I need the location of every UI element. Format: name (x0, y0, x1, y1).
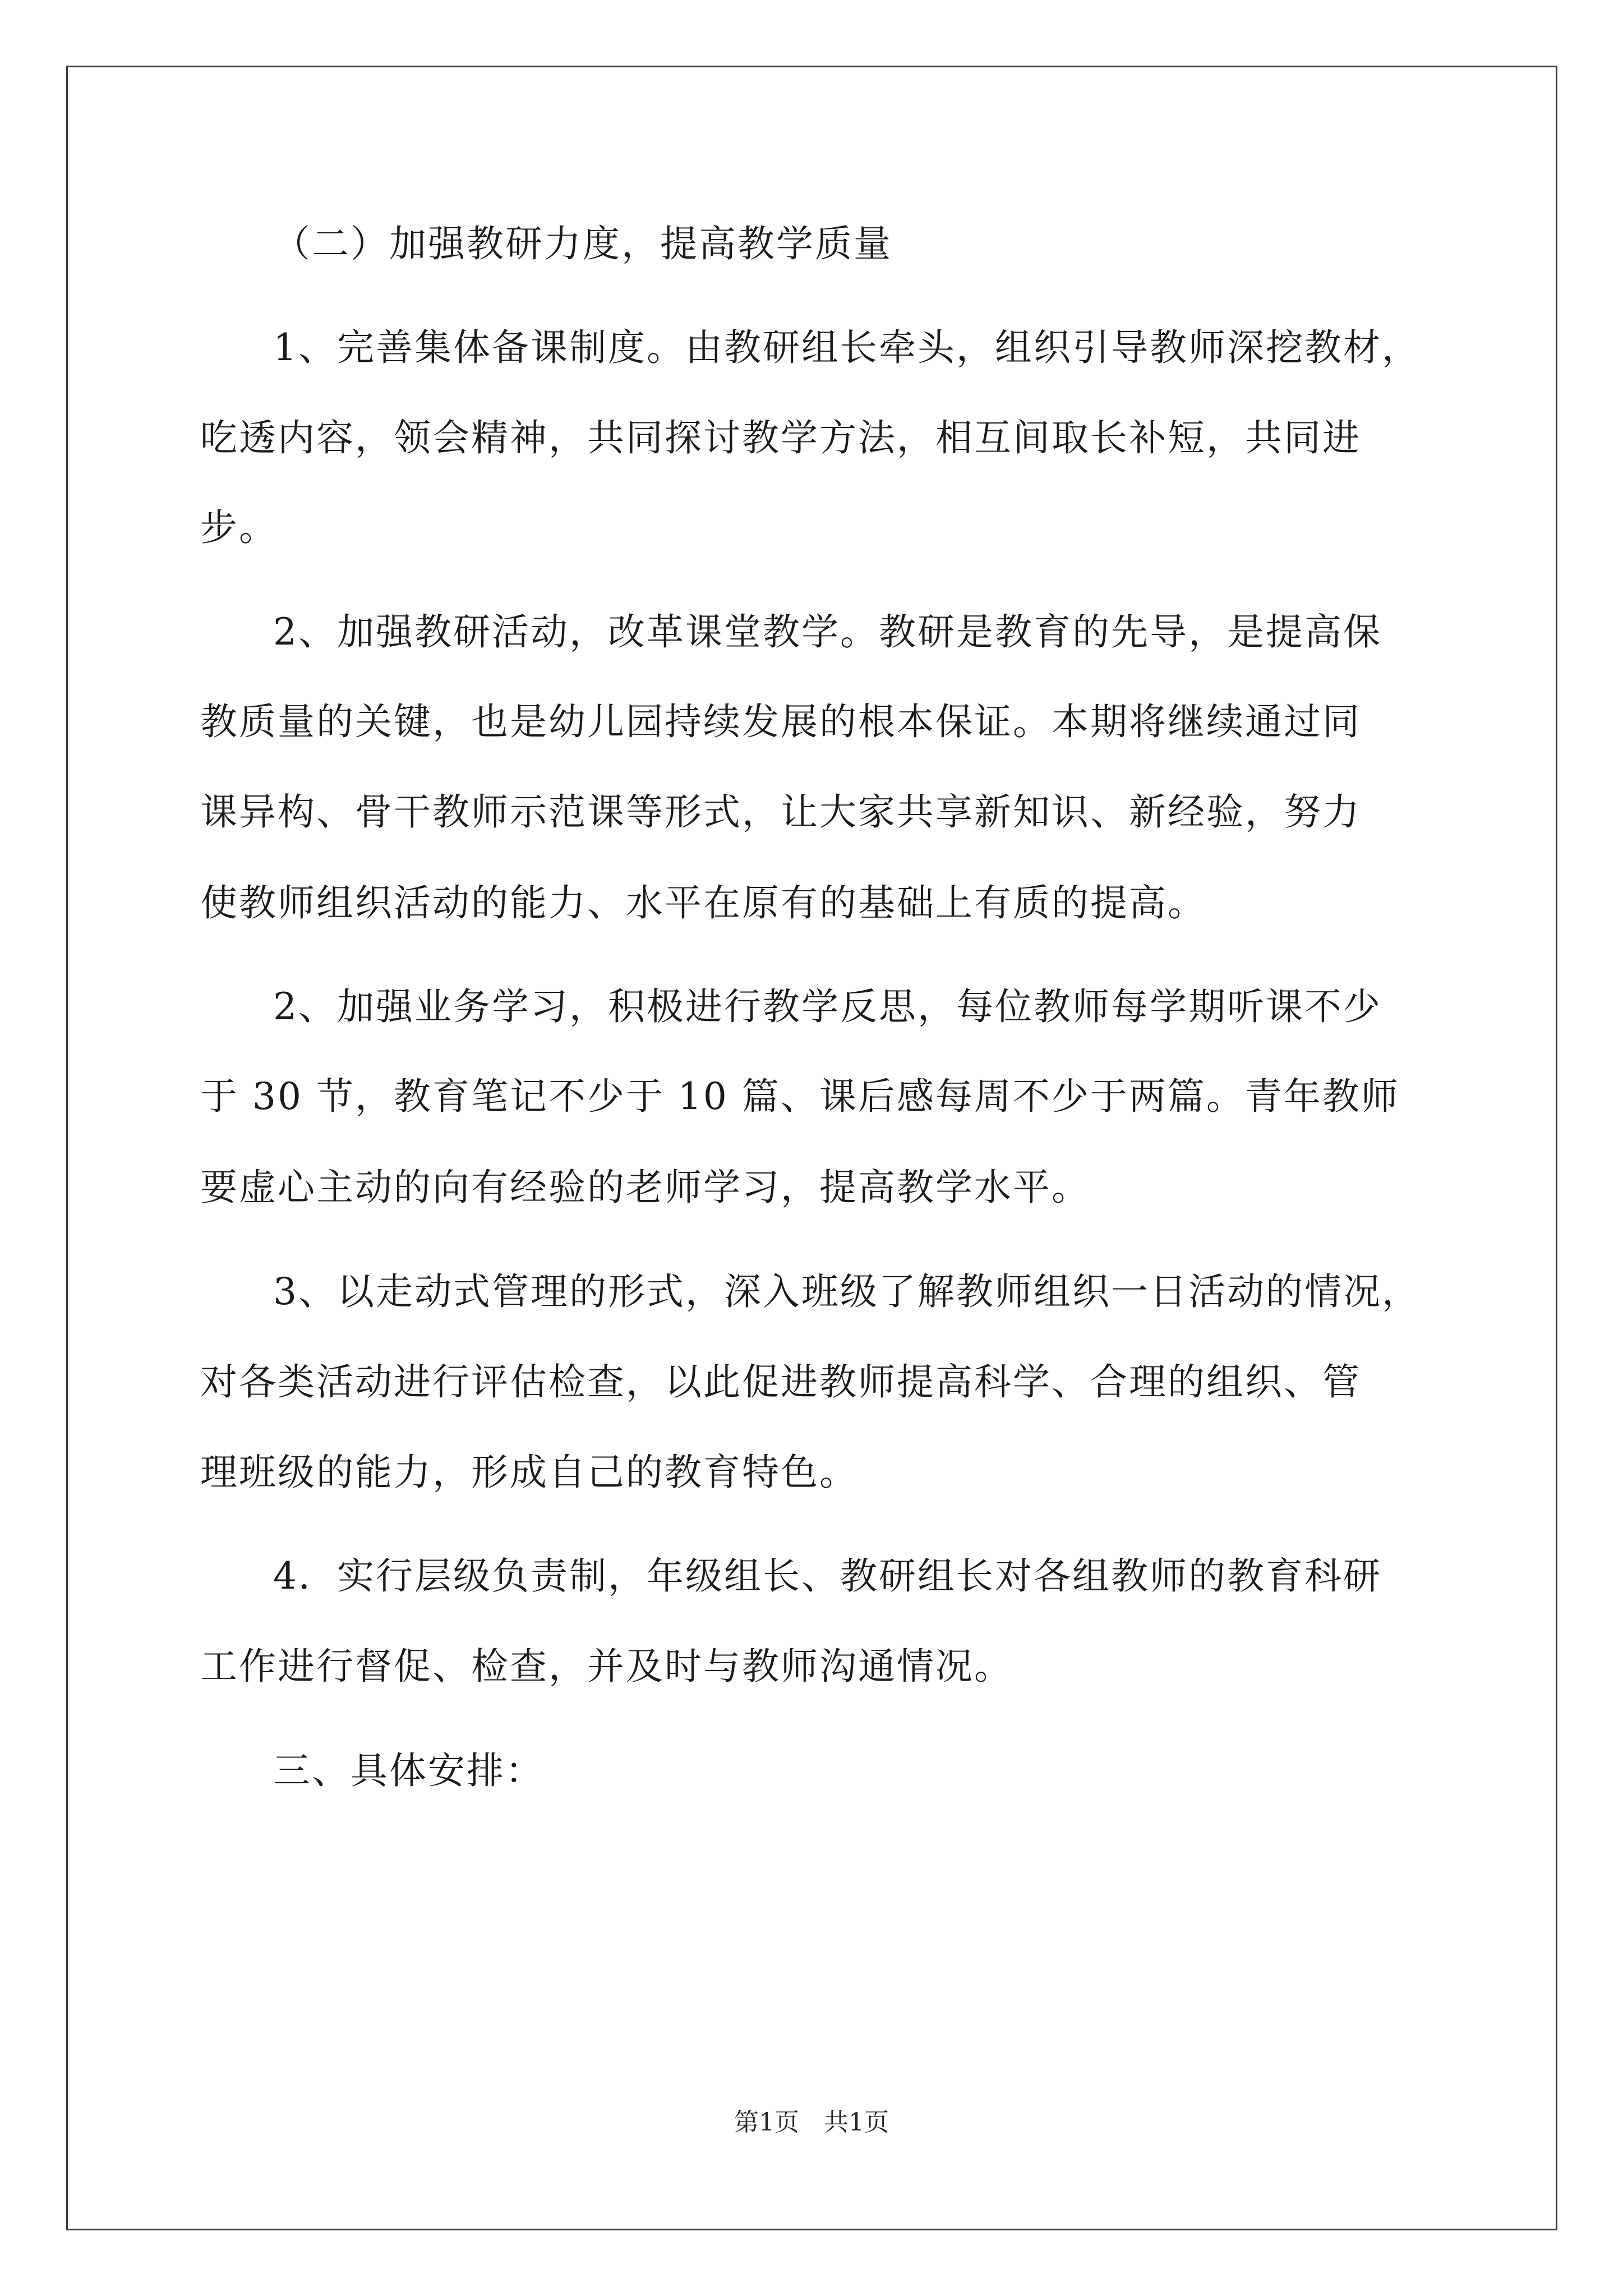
paragraph-line: 理班级的能力，形成自己的教育特色。 (200, 1451, 858, 1494)
paragraph-line: 工作进行督促、检查，并及时与教师沟通情况。 (200, 1645, 1013, 1688)
paragraph-line: 要虚心主动的向有经验的老师学习，提高教学水平。 (200, 1166, 1090, 1209)
paragraph-line: 步。 (200, 506, 278, 549)
section-heading: 三、具体安排： (273, 1749, 544, 1792)
paragraph-line: 于 30 节，教育笔记不少于 10 篇、课后感每周不少于两篇。青年教师 (200, 1075, 1400, 1118)
paragraph-line: 3、以走动式管理的形式，深入班级了解教师组织一日活动的情况， (273, 1270, 1421, 1313)
paragraph-line: 2、加强业务学习，积极进行教学反思，每位教师每学期听课不少 (273, 985, 1382, 1028)
paragraph-line: 2、加强教研活动，改革课堂教学。教研是教育的先导，是提高保 (273, 610, 1382, 654)
paragraph-line: 对各类活动进行评估检查，以此促进教师提高科学、合理的组织、管 (200, 1360, 1361, 1404)
section-heading: （二）加强教研力度，提高教学质量 (273, 222, 892, 265)
paragraph-line: 1、完善集体备课制度。由教研组长牵头，组织引导教师深挖教材， (273, 326, 1421, 369)
paragraph-line: 吃透内容，领会精神，共同探讨教学方法，相互间取长补短，共同进 (200, 416, 1361, 459)
paragraph-line: 4．实行层级负责制，年级组长、教研组长对各组教师的教育科研 (273, 1554, 1382, 1598)
paragraph-line: 教质量的关键，也是幼儿园持续发展的根本保证。本期将继续通过同 (200, 700, 1361, 743)
paragraph-line: 使教师组织活动的能力、水平在原有的基础上有质的提高。 (200, 881, 1206, 924)
paragraph-line: 课异构、骨干教师示范课等形式，让大家共享新知识、新经验，努力 (200, 790, 1361, 834)
page-number: 第1页 共1页 (734, 2108, 889, 2137)
page-border (66, 66, 1557, 2230)
